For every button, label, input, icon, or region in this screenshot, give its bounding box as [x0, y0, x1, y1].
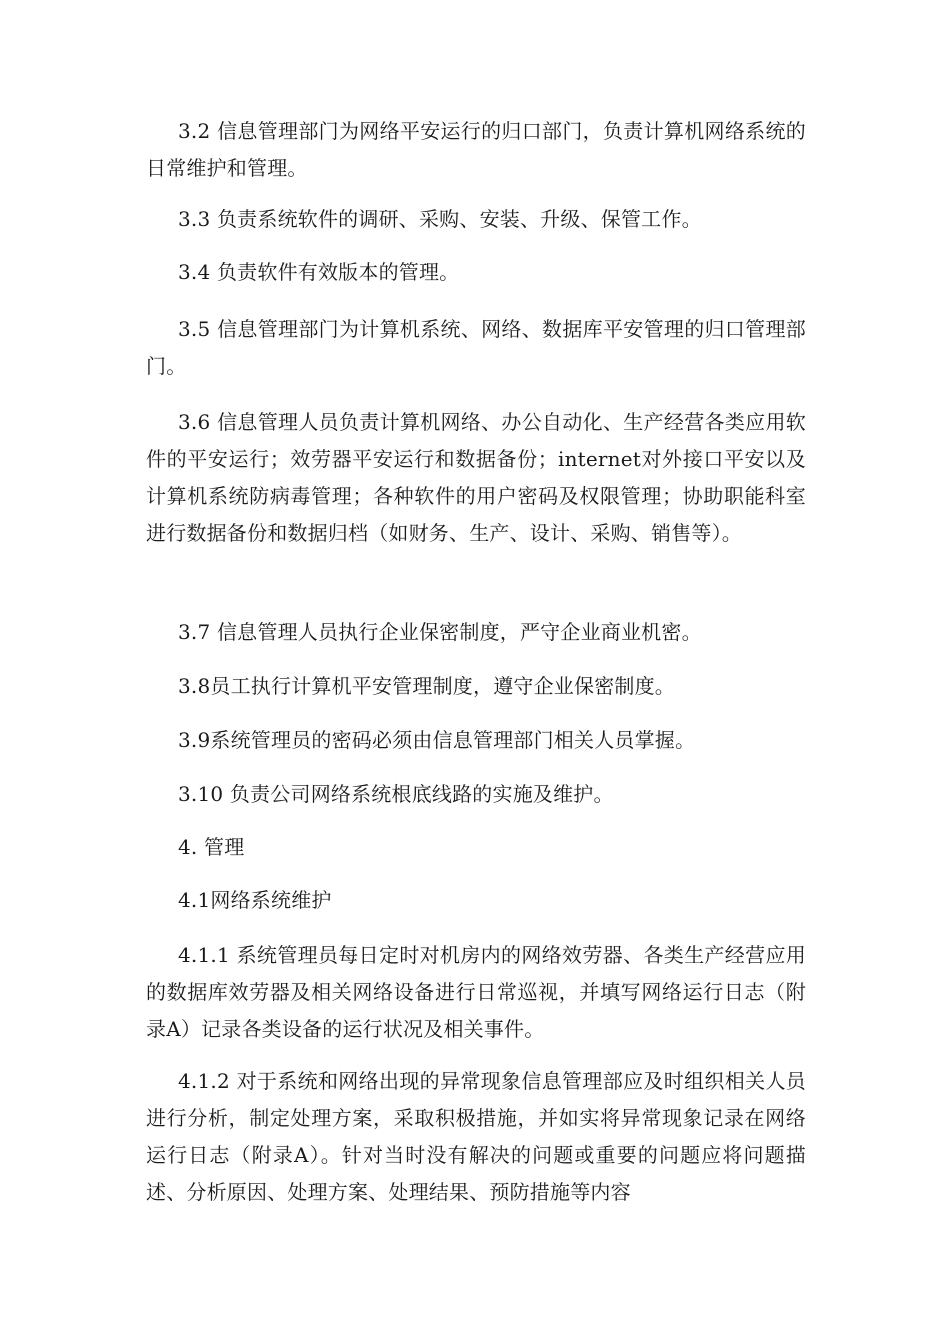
paragraph-4-1-2: 4.1.2 对于系统和网络出现的异常现象信息管理部应及时组织相关人员进行分析，制定处理方案，采取积极措施，并如实将异常现象记录在网络运行日志（附录A）。针对当时没有解决的问题或重要的问题应将问题描述、分析原因、处理方案、处理结果、预防措施等内容 [146, 1069, 806, 1204]
paragraph-3-9: 3.9系统管理员的密码必须由信息管理部门相关人员掌握。 [178, 728, 696, 752]
paragraph-3-4: 3.4 负责软件有效版本的管理。 [178, 260, 460, 284]
subsection-heading-4-1: 4.1网络系统维护 [178, 888, 332, 912]
paragraph-4-1-1: 4.1.1 系统管理员每日定时对机房内的网络效劳器、各类生产经营应用的数据库效劳器及相关网络设备进行日常巡视，并填写网络运行日志（附录A）记录各类设备的运行状况及相关事件。 [146, 943, 806, 1041]
paragraph-3-8: 3.8员工执行计算机平安管理制度，遵守企业保密制度。 [178, 674, 676, 698]
paragraph-3-3: 3.3 负责系统软件的调研、采购、安装、升级、保管工作。 [178, 207, 702, 231]
paragraph-3-10: 3.10 负责公司网络系统根底线路的实施及维护。 [178, 782, 614, 806]
paragraph-3-6: 3.6 信息管理人员负责计算机网络、办公自动化、生产经营各类应用软件的平安运行；效劳器平安运行和数据备份；internet对外接口平安以及计算机系统防病毒管理；各种软件的用户密码及权限管理；协助职能科室进行数据备份和数据归档（如财务、生产、设计、采购、销售等）。 [146, 410, 806, 545]
section-heading-4: 4. 管理 [178, 835, 245, 859]
paragraph-3-5: 3.5 信息管理部门为计算机系统、网络、数据库平安管理的归口管理部门。 [146, 317, 806, 378]
paragraph-3-2: 3.2 信息管理部门为网络平安运行的归口部门，负责计算机网络系统的日常维护和管理。 [146, 119, 806, 180]
paragraph-3-7: 3.7 信息管理人员执行企业保密制度，严守企业商业机密。 [178, 620, 702, 644]
